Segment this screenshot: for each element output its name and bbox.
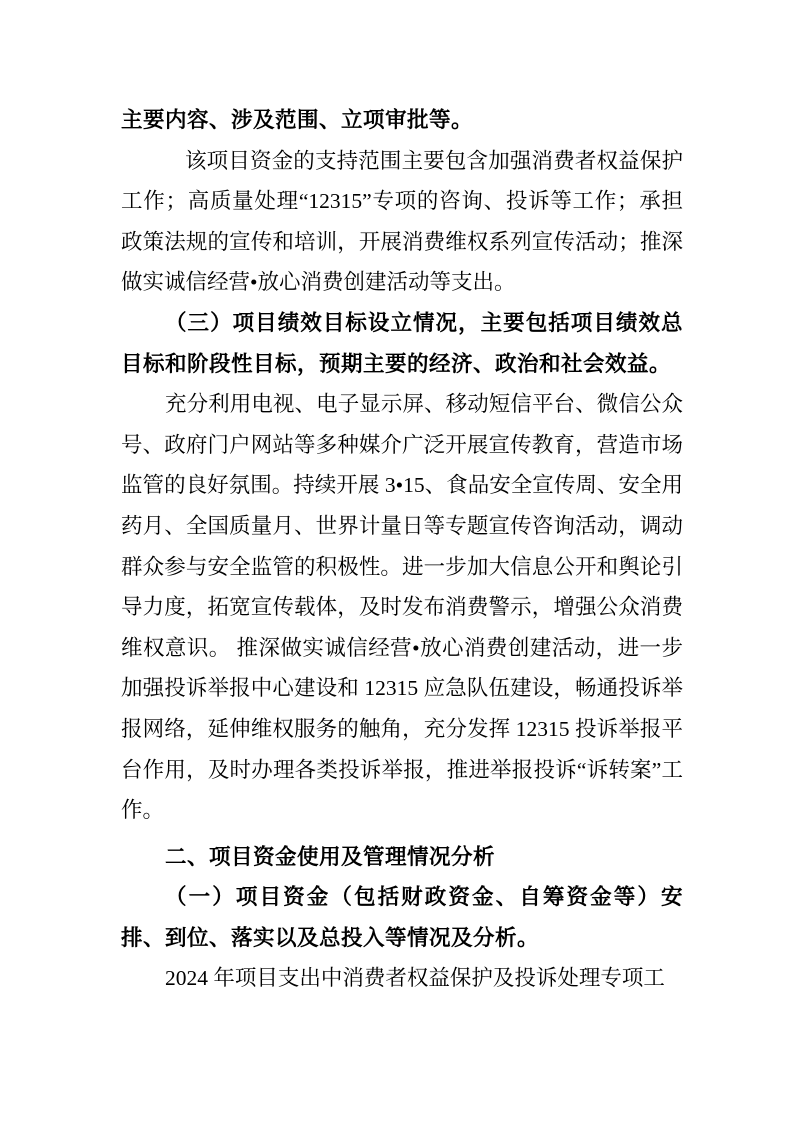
heading-continuation-line: 主要内容、涉及范围、立项审批等。 — [121, 108, 474, 132]
paragraph-performance-goal-details: 充分利用电视、电子显示屏、移动短信平台、微信公众号、政府门户网站等多种媒介广泛开展宣传教育，营造市场监管的良好氛围。持续开展 3•15、食品安全宣传周、安全用药月、全国质量月、世界计量日等专题宣传咨询活动，调动群众参与安全监管的积极性。进一步加大信息公开和舆论引导力度，拓宽宣传载体，及时发布消费警示，增强公众消费维权意识。 推深做实诚信经营•放心消费创建活动，进一步加强投诉举报中心建设和 12315 应急队伍建设，畅通投诉举报网络，延伸维权服务的触角，充分发挥 12315 投诉举报平台作用，及时办理各类投诉举报，推进举报投诉“诉转案”工作。 — [121, 392, 683, 823]
paragraph-funding-scope: 该项目资金的支持范围主要包含加强消费者权益保护工作；高质量处理“12315”专项的咨询、投诉等工作；承担政策法规的宣传和培训，开展消费维权系列宣传活动；推深做实诚信经营•放心消费创建活动等支出。 — [121, 148, 683, 295]
paragraph-2024-expenditure-intro: 2024 年项目支出中消费者权益保护及投诉处理专项工 — [165, 966, 665, 991]
heading-section-2-1-fund-arrangement: （一）项目资金（包括财政资金、自筹资金等）安排、到位、落实以及总投入等情况及分析。 — [121, 885, 683, 950]
heading-section-2-fund-usage-analysis: 二、项目资金使用及管理情况分析 — [165, 844, 496, 869]
heading-section-3-performance-goals: （三）项目绩效目标设立情况，主要包括项目绩效总目标和阶段性目标，预期主要的经济、政治和社会效益。 — [121, 310, 683, 376]
